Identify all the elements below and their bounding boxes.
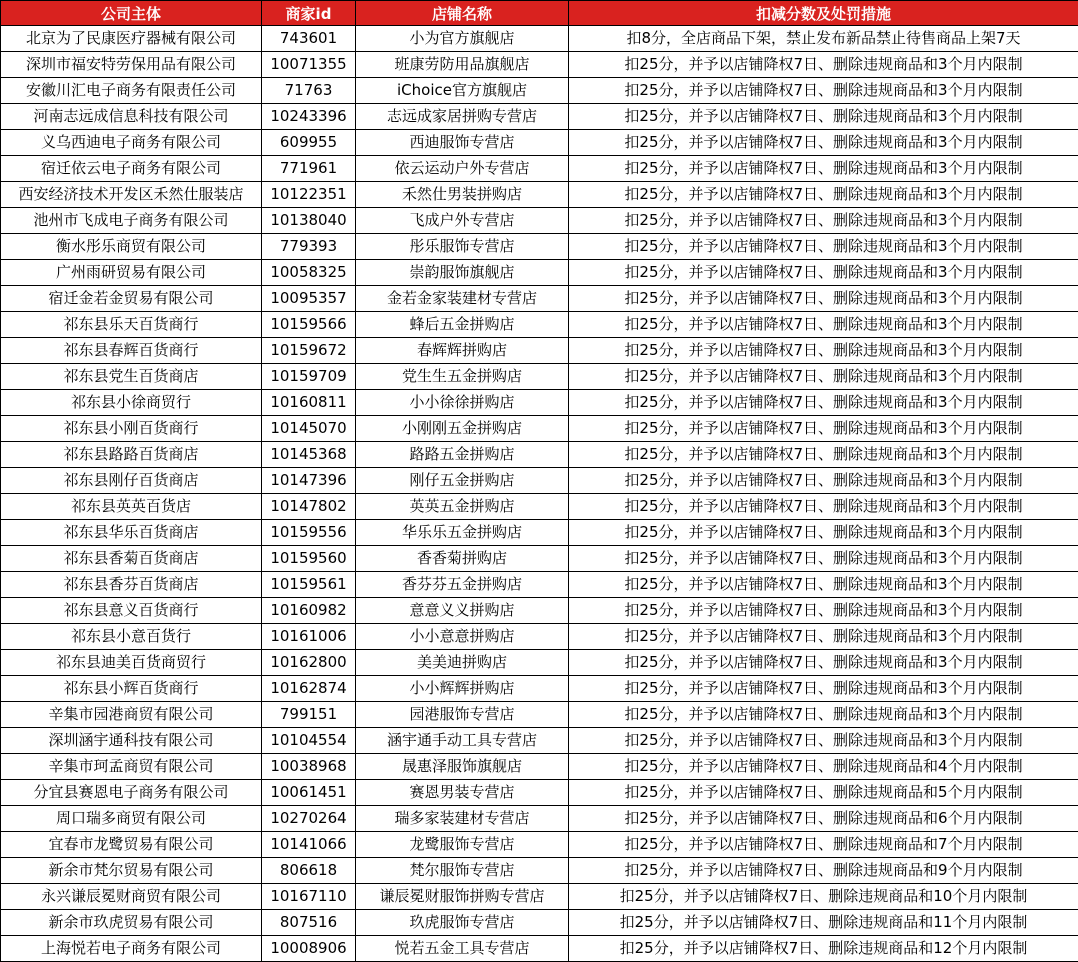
penalty-cell: 扣25分，并予以店铺降权7日、删除违规商品和3个月内限制 (569, 416, 1078, 442)
penalty-cell: 扣25分，并予以店铺降权7日、删除违规商品和3个月内限制 (569, 156, 1078, 182)
store-name-cell: 龙鹭服饰专营店 (356, 832, 569, 858)
table-row (1, 104, 1078, 130)
table-row (1, 936, 1078, 962)
table-row (1, 884, 1078, 910)
store-name-cell: 志远成家居拼购专营店 (356, 104, 569, 130)
penalty-cell: 扣25分，并予以店铺降权7日、删除违规商品和3个月内限制 (569, 650, 1078, 676)
header-merchant-id: 商家id (262, 1, 356, 26)
store-name-cell: 涵宇通手动工具专营店 (356, 728, 569, 754)
merchant-id-cell: 10159672 (262, 338, 356, 364)
company-cell: 义乌西迪电子商务有限公司 (1, 130, 262, 156)
penalty-cell: 扣25分，并予以店铺降权7日、删除违规商品和3个月内限制 (569, 364, 1078, 390)
merchant-id-cell: 10095357 (262, 286, 356, 312)
table-row (1, 260, 1078, 286)
penalty-cell: 扣25分，并予以店铺降权7日、删除违规商品和3个月内限制 (569, 234, 1078, 260)
table-row (1, 52, 1078, 78)
merchant-id-cell: 10159566 (262, 312, 356, 338)
merchant-id-cell: 10162874 (262, 676, 356, 702)
company-cell: 上海悦若电子商务有限公司 (1, 936, 262, 962)
company-cell: 祁东县路路百货商店 (1, 442, 262, 468)
store-name-cell: 谦辰冕财服饰拼购专营店 (356, 884, 569, 910)
merchant-id-cell: 10167110 (262, 884, 356, 910)
penalty-cell: 扣25分，并予以店铺降权7日、删除违规商品和3个月内限制 (569, 572, 1078, 598)
penalty-cell: 扣25分，并予以店铺降权7日、删除违规商品和3个月内限制 (569, 104, 1078, 130)
table-row (1, 624, 1078, 650)
merchant-id-cell: 10071355 (262, 52, 356, 78)
penalty-cell: 扣25分，并予以店铺降权7日、删除违规商品和10个月内限制 (569, 884, 1078, 910)
company-cell: 祁东县刚仔百货商店 (1, 468, 262, 494)
merchant-id-cell: 799151 (262, 702, 356, 728)
store-name-cell: 禾然仕男装拼购店 (356, 182, 569, 208)
company-cell: 祁东县华乐百货商店 (1, 520, 262, 546)
store-name-cell: 春辉辉拼购店 (356, 338, 569, 364)
penalty-cell: 扣25分，并予以店铺降权7日、删除违规商品和12个月内限制 (569, 936, 1078, 962)
merchant-id-cell: 609955 (262, 130, 356, 156)
merchant-id-cell: 10160811 (262, 390, 356, 416)
merchant-id-cell: 10141066 (262, 832, 356, 858)
company-cell: 祁东县香菊百货商店 (1, 546, 262, 572)
store-name-cell: iChoice官方旗舰店 (356, 78, 569, 104)
table-row (1, 468, 1078, 494)
store-name-cell: 蜂后五金拼购店 (356, 312, 569, 338)
company-cell: 祁东县小意百货行 (1, 624, 262, 650)
company-cell: 祁东县英英百货店 (1, 494, 262, 520)
header-store-name: 店铺名称 (356, 1, 569, 26)
store-name-cell: 刚仔五金拼购店 (356, 468, 569, 494)
store-name-cell: 悦若五金工具专营店 (356, 936, 569, 962)
table-row (1, 494, 1078, 520)
penalty-cell: 扣25分，并予以店铺降权7日、删除违规商品和3个月内限制 (569, 390, 1078, 416)
company-cell: 宿迁金若金贸易有限公司 (1, 286, 262, 312)
company-cell: 宿迁依云电子商务有限公司 (1, 156, 262, 182)
company-cell: 西安经济技术开发区禾然仕服装店 (1, 182, 262, 208)
store-name-cell: 飞成户外专营店 (356, 208, 569, 234)
header-penalty: 扣减分数及处罚措施 (569, 1, 1078, 26)
merchant-id-cell: 10145070 (262, 416, 356, 442)
merchant-id-cell: 10162800 (262, 650, 356, 676)
table-row (1, 754, 1078, 780)
store-name-cell: 西迪服饰专营店 (356, 130, 569, 156)
company-cell: 北京为了民康医疗器械有限公司 (1, 26, 262, 52)
company-cell: 深圳市福安特劳保用品有限公司 (1, 52, 262, 78)
store-name-cell: 小刚刚五金拼购店 (356, 416, 569, 442)
penalty-cell: 扣25分，并予以店铺降权7日、删除违规商品和6个月内限制 (569, 806, 1078, 832)
store-name-cell: 香香菊拼购店 (356, 546, 569, 572)
company-cell: 祁东县香芬百货商店 (1, 572, 262, 598)
table-row (1, 312, 1078, 338)
table-row (1, 208, 1078, 234)
penalty-cell: 扣25分，并予以店铺降权7日、删除违规商品和7个月内限制 (569, 832, 1078, 858)
penalty-cell: 扣25分，并予以店铺降权7日、删除违规商品和3个月内限制 (569, 676, 1078, 702)
store-name-cell: 意意义义拼购店 (356, 598, 569, 624)
merchant-id-cell: 743601 (262, 26, 356, 52)
merchant-id-cell: 10159556 (262, 520, 356, 546)
company-cell: 分宜县赛恩电子商务有限公司 (1, 780, 262, 806)
merchant-id-cell: 10145368 (262, 442, 356, 468)
company-cell: 衡水彤乐商贸有限公司 (1, 234, 262, 260)
merchant-id-cell: 806618 (262, 858, 356, 884)
table-row (1, 780, 1078, 806)
table-row (1, 182, 1078, 208)
company-cell: 池州市飞成电子商务有限公司 (1, 208, 262, 234)
penalty-cell: 扣25分，并予以店铺降权7日、删除违规商品和5个月内限制 (569, 780, 1078, 806)
penalty-cell: 扣25分，并予以店铺降权7日、删除违规商品和3个月内限制 (569, 338, 1078, 364)
penalty-cell: 扣25分，并予以店铺降权7日、删除违规商品和3个月内限制 (569, 468, 1078, 494)
table-row (1, 910, 1078, 936)
store-name-cell: 依云运动户外专营店 (356, 156, 569, 182)
company-cell: 祁东县小辉百货商行 (1, 676, 262, 702)
store-name-cell: 梵尔服饰专营店 (356, 858, 569, 884)
table-row (1, 364, 1078, 390)
store-name-cell: 美美迪拼购店 (356, 650, 569, 676)
penalty-cell: 扣25分，并予以店铺降权7日、删除违规商品和3个月内限制 (569, 442, 1078, 468)
penalty-cell: 扣25分，并予以店铺降权7日、删除违规商品和11个月内限制 (569, 910, 1078, 936)
penalty-cell: 扣25分，并予以店铺降权7日、删除违规商品和3个月内限制 (569, 598, 1078, 624)
table-row (1, 442, 1078, 468)
store-name-cell: 英英五金拼购店 (356, 494, 569, 520)
table-row (1, 572, 1078, 598)
table-row (1, 858, 1078, 884)
store-name-cell: 香芬芬五金拼购店 (356, 572, 569, 598)
store-name-cell: 晟惠泽服饰旗舰店 (356, 754, 569, 780)
penalty-cell: 扣25分，并予以店铺降权7日、删除违规商品和3个月内限制 (569, 702, 1078, 728)
table-row (1, 676, 1078, 702)
company-cell: 祁东县党生百货商店 (1, 364, 262, 390)
merchant-id-cell: 10160982 (262, 598, 356, 624)
penalty-cell: 扣25分，并予以店铺降权7日、删除违规商品和3个月内限制 (569, 208, 1078, 234)
penalty-cell: 扣25分，并予以店铺降权7日、删除违规商品和9个月内限制 (569, 858, 1078, 884)
store-name-cell: 党生生五金拼购店 (356, 364, 569, 390)
store-name-cell: 小小徐徐拼购店 (356, 390, 569, 416)
header-row (1, 1, 1078, 26)
merchant-id-cell: 807516 (262, 910, 356, 936)
company-cell: 宜春市龙鹭贸易有限公司 (1, 832, 262, 858)
company-cell: 新余市玖虎贸易有限公司 (1, 910, 262, 936)
company-cell: 祁东县小刚百货商行 (1, 416, 262, 442)
table-row (1, 234, 1078, 260)
table-row (1, 598, 1078, 624)
table-row (1, 26, 1078, 52)
store-name-cell: 路路五金拼购店 (356, 442, 569, 468)
company-cell: 永兴谦辰冕财商贸有限公司 (1, 884, 262, 910)
merchant-id-cell: 771961 (262, 156, 356, 182)
table-body (1, 26, 1078, 962)
header-company: 公司主体 (1, 1, 262, 26)
company-cell: 祁东县小徐商贸行 (1, 390, 262, 416)
table-row (1, 832, 1078, 858)
table-row (1, 650, 1078, 676)
store-name-cell: 赛恩男装专营店 (356, 780, 569, 806)
table-row (1, 286, 1078, 312)
store-name-cell: 金若金家装建材专营店 (356, 286, 569, 312)
company-cell: 安徽川汇电子商务有限责任公司 (1, 78, 262, 104)
table-row (1, 78, 1078, 104)
table-row (1, 520, 1078, 546)
penalty-cell: 扣8分，全店商品下架，禁止发布新品禁止待售商品上架7天 (569, 26, 1078, 52)
table-row (1, 338, 1078, 364)
penalty-cell: 扣25分，并予以店铺降权7日、删除违规商品和3个月内限制 (569, 728, 1078, 754)
merchant-id-cell: 10243396 (262, 104, 356, 130)
table-row (1, 728, 1078, 754)
store-name-cell: 彤乐服饰专营店 (356, 234, 569, 260)
store-name-cell: 崇韵服饰旗舰店 (356, 260, 569, 286)
penalty-cell: 扣25分，并予以店铺降权7日、删除违规商品和3个月内限制 (569, 494, 1078, 520)
company-cell: 祁东县迪美百货商贸行 (1, 650, 262, 676)
company-cell: 广州雨研贸易有限公司 (1, 260, 262, 286)
penalty-cell: 扣25分，并予以店铺降权7日、删除违规商品和3个月内限制 (569, 130, 1078, 156)
table-row (1, 416, 1078, 442)
store-name-cell: 小为官方旗舰店 (356, 26, 569, 52)
penalty-cell: 扣25分，并予以店铺降权7日、删除违规商品和3个月内限制 (569, 520, 1078, 546)
table-row (1, 156, 1078, 182)
store-name-cell: 华乐乐五金拼购店 (356, 520, 569, 546)
merchant-id-cell: 10147396 (262, 468, 356, 494)
merchant-id-cell: 779393 (262, 234, 356, 260)
penalty-cell: 扣25分，并予以店铺降权7日、删除违规商品和3个月内限制 (569, 182, 1078, 208)
table-row (1, 546, 1078, 572)
penalty-cell: 扣25分，并予以店铺降权7日、删除违规商品和3个月内限制 (569, 52, 1078, 78)
store-name-cell: 玖虎服饰专营店 (356, 910, 569, 936)
merchant-id-cell: 10058325 (262, 260, 356, 286)
company-cell: 祁东县意义百货商行 (1, 598, 262, 624)
merchant-id-cell: 10159709 (262, 364, 356, 390)
merchant-id-cell: 71763 (262, 78, 356, 104)
company-cell: 河南志远成信息科技有限公司 (1, 104, 262, 130)
store-name-cell: 班康劳防用品旗舰店 (356, 52, 569, 78)
penalty-cell: 扣25分，并予以店铺降权7日、删除违规商品和3个月内限制 (569, 286, 1078, 312)
store-name-cell: 瑞多家装建材专营店 (356, 806, 569, 832)
store-name-cell: 园港服饰专营店 (356, 702, 569, 728)
penalty-cell: 扣25分，并予以店铺降权7日、删除违规商品和3个月内限制 (569, 260, 1078, 286)
company-cell: 周口瑞多商贸有限公司 (1, 806, 262, 832)
penalty-cell: 扣25分，并予以店铺降权7日、删除违规商品和3个月内限制 (569, 624, 1078, 650)
penalty-cell: 扣25分，并予以店铺降权7日、删除违规商品和3个月内限制 (569, 78, 1078, 104)
store-name-cell: 小小意意拼购店 (356, 624, 569, 650)
merchant-id-cell: 10159561 (262, 572, 356, 598)
table-row (1, 702, 1078, 728)
merchant-id-cell: 10147802 (262, 494, 356, 520)
company-cell: 新余市梵尔贸易有限公司 (1, 858, 262, 884)
merchant-id-cell: 10161006 (262, 624, 356, 650)
merchant-id-cell: 10104554 (262, 728, 356, 754)
table-row (1, 390, 1078, 416)
company-cell: 祁东县乐天百货商行 (1, 312, 262, 338)
merchant-id-cell: 10038968 (262, 754, 356, 780)
merchant-id-cell: 10270264 (262, 806, 356, 832)
company-cell: 辛集市园港商贸有限公司 (1, 702, 262, 728)
store-name-cell: 小小辉辉拼购店 (356, 676, 569, 702)
penalty-cell: 扣25分，并予以店铺降权7日、删除违规商品和4个月内限制 (569, 754, 1078, 780)
penalty-cell: 扣25分，并予以店铺降权7日、删除违规商品和3个月内限制 (569, 312, 1078, 338)
company-cell: 辛集市珂孟商贸有限公司 (1, 754, 262, 780)
merchant-id-cell: 10138040 (262, 208, 356, 234)
merchant-id-cell: 10159560 (262, 546, 356, 572)
company-cell: 祁东县春辉百货商行 (1, 338, 262, 364)
company-cell: 深圳涵宇通科技有限公司 (1, 728, 262, 754)
merchant-id-cell: 10008906 (262, 936, 356, 962)
merchant-id-cell: 10061451 (262, 780, 356, 806)
table-row (1, 130, 1078, 156)
merchant-id-cell: 10122351 (262, 182, 356, 208)
penalty-cell: 扣25分，并予以店铺降权7日、删除违规商品和3个月内限制 (569, 546, 1078, 572)
table-row (1, 806, 1078, 832)
